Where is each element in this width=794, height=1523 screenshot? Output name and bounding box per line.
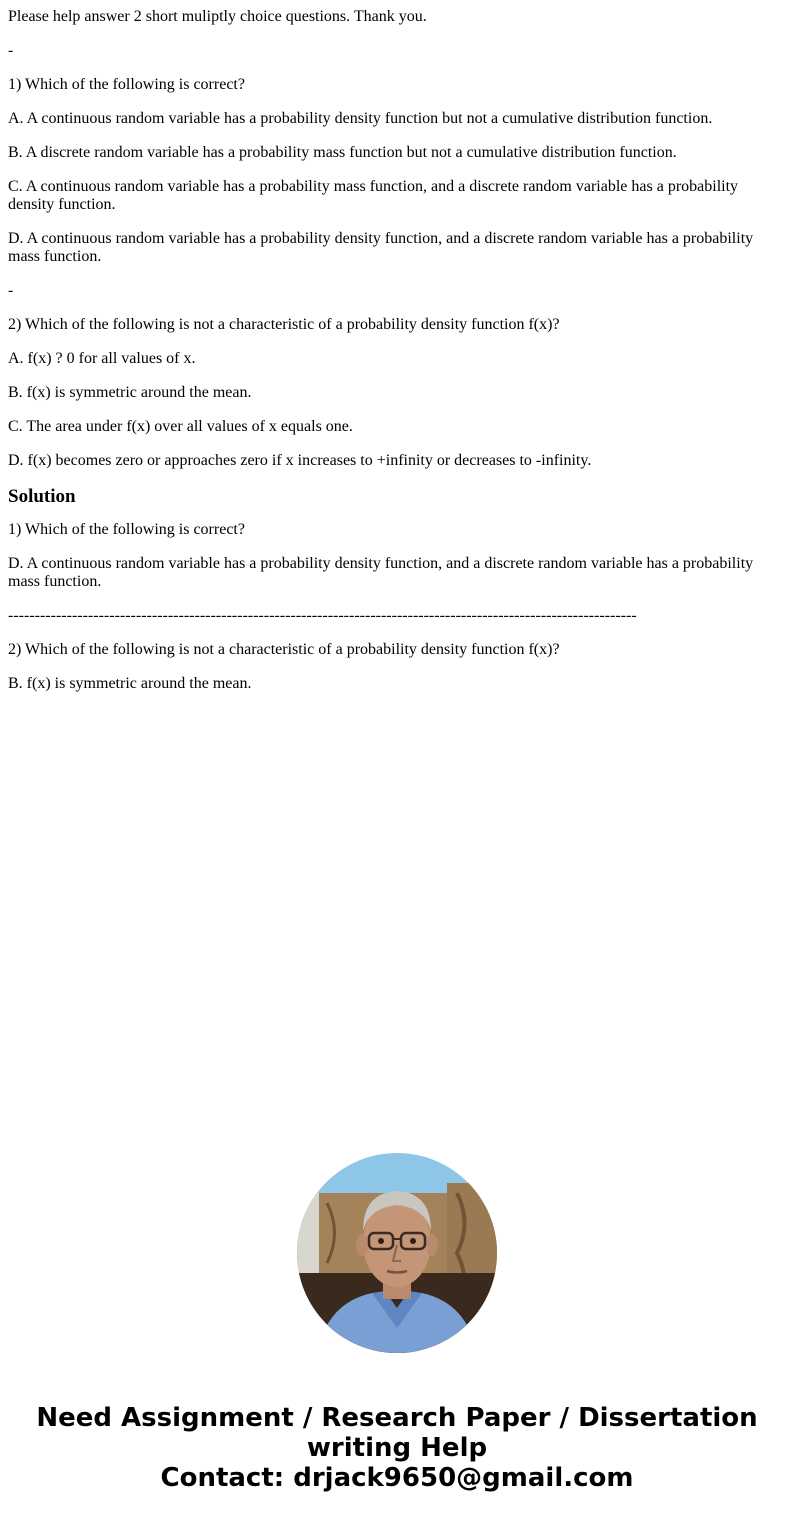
question-2-prompt: 2) Which of the following is not a characteristic of a probability density function f(x)? [8,316,560,333]
separator: - [8,42,14,59]
solution-divider: ---------------------------------------------------------------------------------------------------------------------- [8,607,637,624]
question-2-option-a: A. f(x) ? 0 for all values of x. [8,350,196,367]
solution-2-prompt: 2) Which of the following is not a characteristic of a probability density function f(x)? [8,641,560,658]
solution-1-prompt: 1) Which of the following is correct? [8,521,245,538]
question-1-option-b: B. A discrete random variable has a probability mass function but not a cumulative distribution function. [8,144,677,161]
question-1-option-c: C. A continuous random variable has a probability mass function, and a discrete random variable has a probability density function. [8,178,739,213]
solution-heading: Solution [8,486,76,507]
separator: - [8,282,14,299]
document-body [8,0,778,701]
question-2-option-d: D. f(x) becomes zero or approaches zero if x increases to +infinity or decreases to -infinity. [8,452,592,469]
question-1-prompt: 1) Which of the following is correct? [8,76,245,93]
solution-2-answer: B. f(x) is symmetric around the mean. [8,675,252,692]
solution-1-answer: D. A continuous random variable has a probability density function, and a discrete random variable has a probability mass function. [8,555,754,590]
question-intro: Please help answer 2 short muliptly choice questions. Thank you. [8,8,427,25]
question-2-option-c: C. The area under f(x) over all values of x equals one. [8,418,353,435]
question-2-option-b: B. f(x) is symmetric around the mean. [8,384,252,401]
question-1-option-a: A. A continuous random variable has a probability density function but not a cumulative distribution function. [8,110,713,127]
author-portrait [297,1153,497,1353]
author-avatar [297,1153,497,1353]
footer-contact: Contact: drjack9650@gmail.com [160,1463,634,1493]
question-1-option-d: D. A continuous random variable has a probability density function, and a discrete random variable has a probability mass function. [8,230,754,265]
footer-line-2: writing Help [306,1433,488,1463]
footer-line-1: Need Assignment / Research Paper / Dissertation [36,1403,758,1433]
footer-banner [0,1403,794,1493]
